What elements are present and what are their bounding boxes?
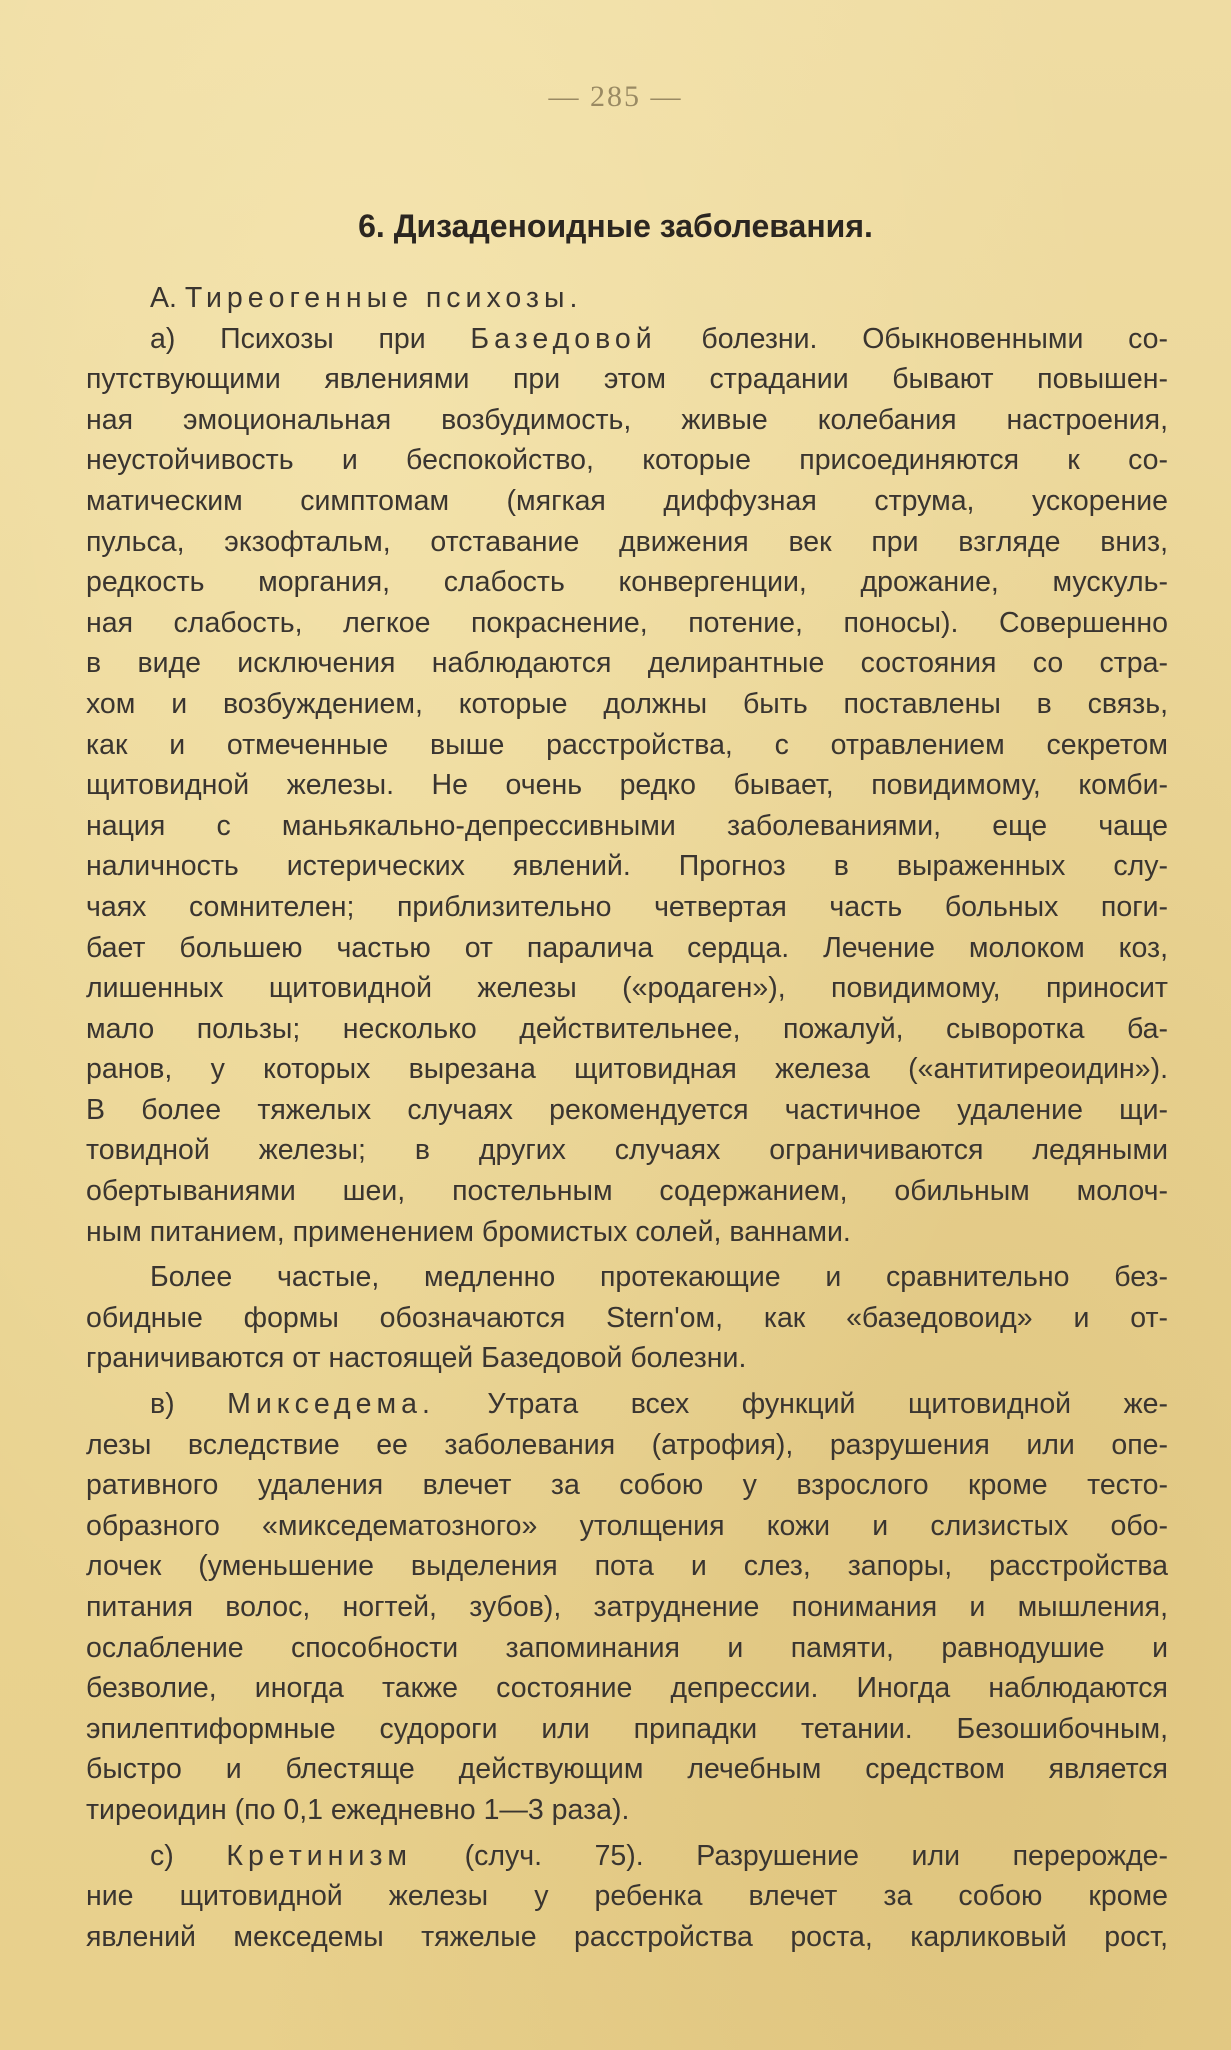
paragraph-line: редкость моргания, слабость конвергенции, дрожание, мускуль- [86, 566, 1168, 599]
paragraph-line: ная слабость, легкое покраснение, потение, поносы). Совершенно [86, 606, 1168, 639]
paragraph-line: путствующими явлениями при этом страдании бывают повышен- [86, 363, 1168, 396]
paragraph-line: безволие, иногда также состояние депрессии. Иногда наблюдаются [86, 1672, 1168, 1705]
paragraph-line [86, 1257, 1168, 1298]
page-number: — 285 — [548, 80, 683, 113]
paragraph-line: граничиваются от настоящей Базедовой болезни. [86, 1342, 747, 1375]
paragraph-line: нация с маньякально-депрессивными заболеваниями, еще чаще [86, 809, 1168, 842]
paragraph-line: хом и возбуждением, которые должны быть поставлены в связь, [86, 687, 1168, 720]
paragraph-label: а) [150, 322, 176, 355]
paragraph-line: чаях сомнителен; приблизительно четвертая часть больных поги- [86, 890, 1168, 923]
paragraph-line: мало пользы; несколько действительнее, пожалуй, сыворотка ба- [86, 1012, 1168, 1045]
paragraph-title-spaced: Кретинизм [226, 1839, 412, 1872]
paragraph-line: в виде исключения наблюдаются делирантные состояния со стра- [86, 647, 1168, 680]
paragraph-label: с) [150, 1839, 174, 1872]
paragraph-line: матическим симптомам (мягкая диффузная струма, ускорение [86, 484, 1168, 517]
paragraph-line: пульса, экзофтальм, отставание движения век при взгляде вниз, [86, 525, 1168, 558]
paragraph-line: быстро и блестяще действующим лечебным средством является [86, 1753, 1168, 1786]
paragraph-line: лочек (уменьшение выделения пота и слез, запоры, расстройства [86, 1550, 1168, 1583]
paragraph-line: образного «микседематозного» утолщения кожи и слизистых обо- [86, 1509, 1168, 1542]
paragraph-line [86, 319, 1168, 360]
paragraph-line: ослабление способности запоминания и памяти, равнодушие и [86, 1631, 1168, 1664]
paragraph-line: ние щитовидной железы у ребенка влечет за собою кроме [86, 1880, 1168, 1913]
paragraph-line: явлений мекседемы тяжелые расстройства роста, карликовый рост, [86, 1920, 1168, 1953]
line-text: (случ. 75). Разрушение или перерожде- [464, 1839, 1168, 1872]
paragraph-line: лишенных щитовидной железы («родаген»), повидимому, приносит [86, 972, 1168, 1005]
paragraph-line: лезы вследствие ее заболевания (атрофия), разрушения или опе- [86, 1428, 1168, 1461]
line-text: Более частые, медленно протекающие и сравнительно без- [150, 1261, 1168, 1294]
subsection-label: А. [150, 282, 177, 314]
subsection-title-a [86, 278, 1168, 319]
paragraph-line [86, 1384, 1168, 1425]
line-text: Утрата всех функций щитовидной же- [487, 1388, 1168, 1421]
paragraph-line: щитовидной железы. Не очень редко бывает, повидимому, комби- [86, 769, 1168, 802]
paragraph-line: обертываниями шеи, постельным содержанием, обильным молоч- [86, 1175, 1168, 1208]
paragraph-title-lead: Психозы при [220, 322, 426, 355]
paragraph-line: эпилептиформные судороги или припадки тетании. Безошибочным, [86, 1712, 1168, 1745]
paragraph-line: наличность истерических явлений. Прогноз в выраженных слу- [86, 850, 1168, 883]
paragraph-line: ранов, у которых вырезана щитовидная железа («антитиреоидин»). [86, 1053, 1168, 1086]
paragraph-line: товидной железы; в других случаях ограничиваются ледяными [86, 1134, 1168, 1167]
paragraph-line: тиреоидин (по 0,1 ежедневно 1—3 раза). [86, 1793, 630, 1826]
section-heading: 6. Дизаденоидные заболевания. [358, 208, 873, 244]
paragraph-line: бает большею частью от паралича сердца. Лечение молоком коз, [86, 931, 1168, 964]
paragraph-line: неустойчивость и беспокойство, которые присоединяются к со- [86, 444, 1168, 477]
paragraph-line: обидные формы обозначаются Stern'ом, как «базедовоид» и от- [86, 1301, 1168, 1334]
paragraph-title-spaced: Микседема. [227, 1388, 435, 1421]
subsection-title: Тиреогенные психозы. [184, 282, 583, 314]
paragraph-label: в) [150, 1388, 175, 1421]
paragraph-line: ным питанием, применением бромистых солей, ваннами. [86, 1215, 851, 1248]
body-text [86, 278, 1168, 1957]
paragraph-line: В более тяжелых случаях рекомендуется частичное удаление щи- [86, 1093, 1168, 1126]
paragraph-line: ная эмоциональная возбудимость, живые колебания настроения, [86, 403, 1168, 436]
line-text: болезни. Обыкновенными со- [701, 322, 1169, 355]
paragraph-title-spaced: Базедовой [470, 322, 657, 355]
paragraph-line: ративного удаления влечет за собою у взрослого кроме тесто- [86, 1469, 1168, 1502]
paragraph-line: питания волос, ногтей, зубов), затруднение понимания и мышления, [86, 1591, 1168, 1623]
paragraph-line: как и отмеченные выше расстройства, с отравлением секретом [86, 728, 1168, 761]
paragraph-line [86, 1836, 1168, 1877]
